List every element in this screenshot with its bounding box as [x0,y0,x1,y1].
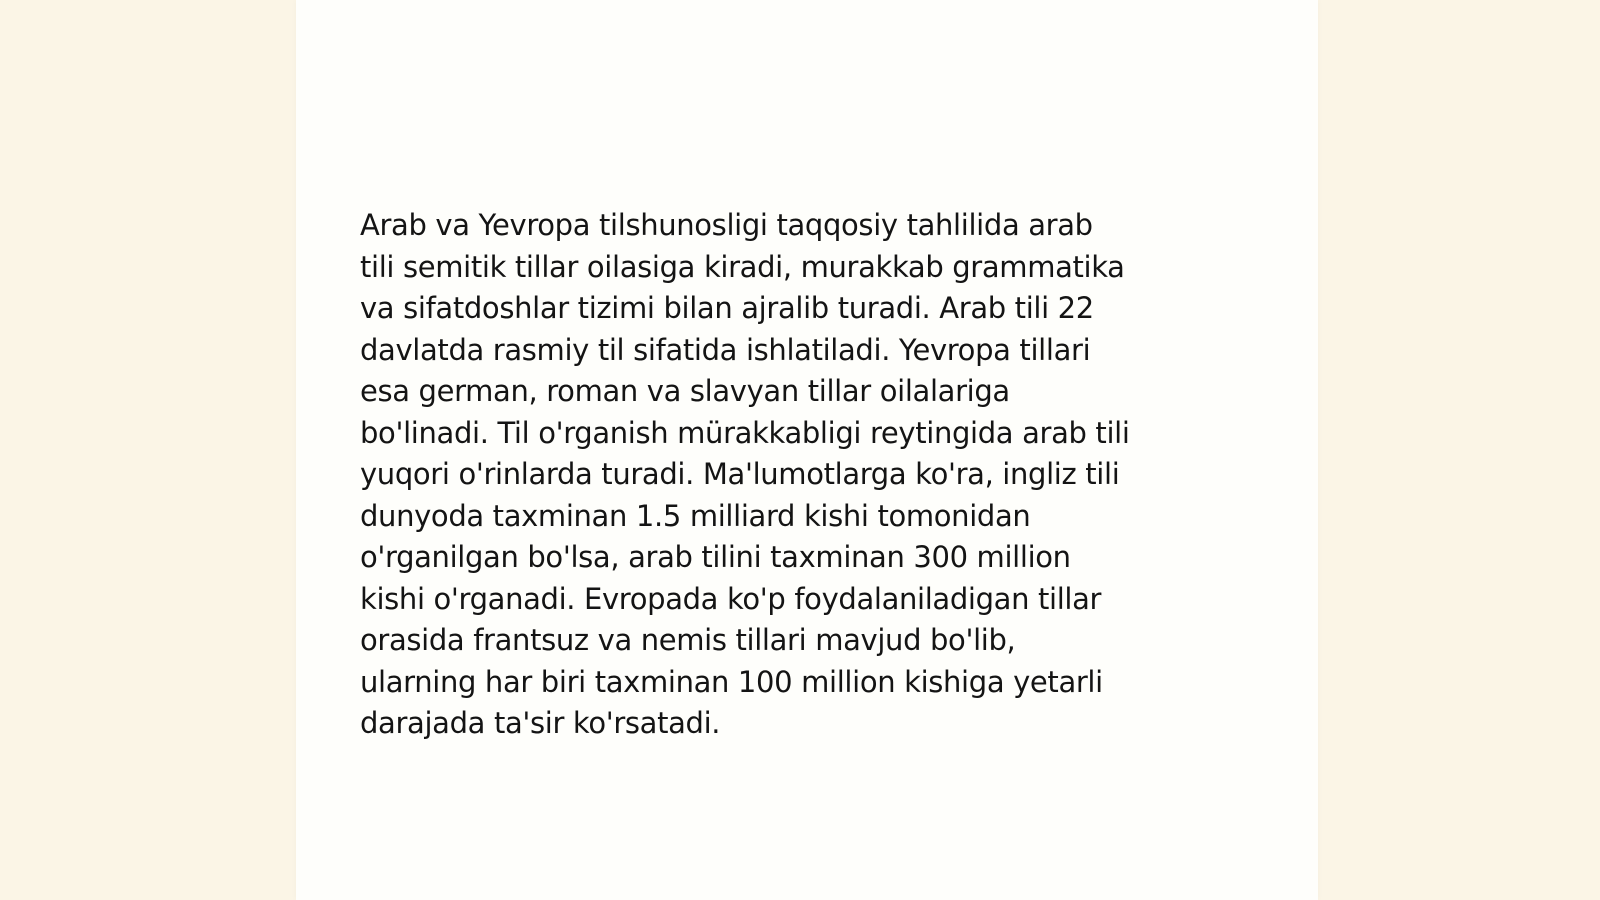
paragraph-line: yuqori o'rinlarda turadi. Ma'lumotlarga ko'ra, ingliz tili [360,457,1120,491]
paragraph-line: bo'linadi. Til o'rganish mürakkabligi reytingida arab tili [360,415,1130,450]
right-margin-background [1318,0,1600,900]
paragraph-line: o'rganilgan bo'lsa, arab tilini taxminan 300 million [360,540,1071,574]
paragraph-line: orasida frantsuz va nemis tillari mavjud bo'lib, [360,623,1016,657]
document-page [296,0,1318,900]
paragraph-line: va sifatdoshlar tizimi bilan ajralib turadi. Arab tili 22 [360,291,1094,325]
paragraph-line: davlatda rasmiy til sifatida ishlatiladi. Yevropa tillari [360,332,1091,367]
paragraph-line: dunyoda taxminan 1.5 milliard kishi tomonidan [360,498,1031,533]
left-margin-background [0,0,296,900]
paragraph-line: ularning har biri taxminan 100 million kishiga yetarli [360,664,1103,699]
paragraph-line: darajada ta'sir ko'rsatadi. [360,706,721,740]
paragraph-line: esa german, roman va slavyan tillar oilalariga [360,374,1010,408]
paragraph-line: tili semitik tillar oilasiga kiradi, murakkab grammatika [360,249,1125,284]
paragraph-line: kishi o'rganadi. Evropada ko'p foydalaniladigan tillar [360,581,1102,616]
paragraph-line: Arab va Yevropa tilshunosligi taqqosiy tahlilida arab [360,208,1093,242]
body-paragraph [360,205,1260,745]
